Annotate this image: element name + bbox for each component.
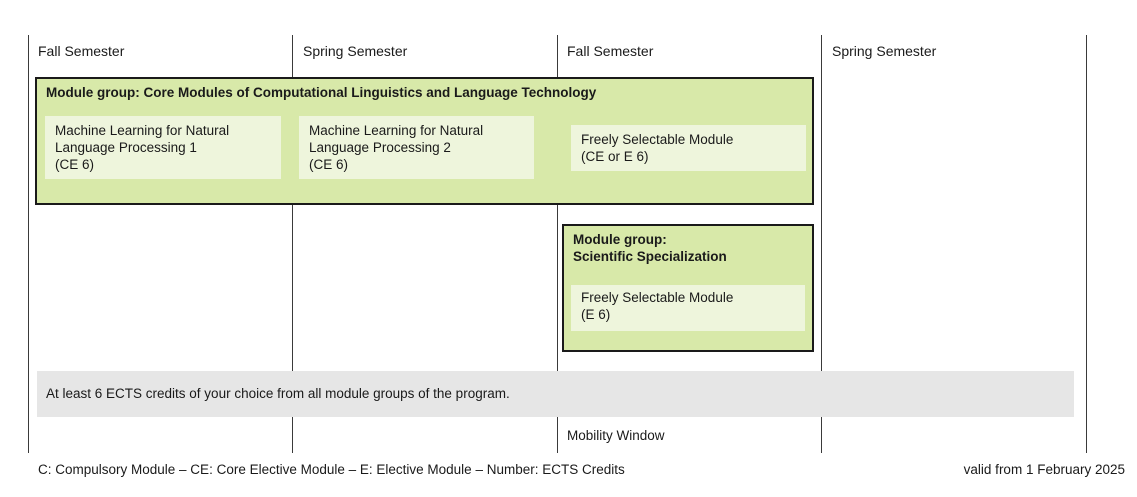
- module-ml-nlp-1: [45, 116, 281, 179]
- semester-label-4: Spring Semester: [832, 43, 937, 59]
- module-line: Language Processing 2: [309, 140, 451, 155]
- semester-label-1: Fall Semester: [38, 43, 125, 59]
- module-line: Freely Selectable Module: [581, 290, 734, 305]
- group-title-line: Module group:: [573, 232, 667, 247]
- core-module-group: [35, 77, 814, 205]
- specialization-group-title: [573, 231, 727, 265]
- module-line: Machine Learning for Natural: [55, 123, 230, 138]
- module-credits: (CE or E 6): [581, 149, 649, 164]
- semester-label-3: Fall Semester: [567, 43, 654, 59]
- module-freely-selectable-core: [571, 125, 806, 171]
- module-credits: (CE 6): [55, 157, 95, 172]
- module-line: Machine Learning for Natural: [309, 123, 484, 138]
- module-credits: (E 6): [581, 307, 611, 322]
- free-choice-note: At least 6 ECTS credits of your choice from all module groups of the program.: [37, 371, 1074, 417]
- mobility-window-label: Mobility Window: [567, 428, 665, 443]
- legend: C: Compulsory Module – CE: Core Elective Module – E: Elective Module – Number: ECTS Credits: [38, 462, 625, 477]
- module-freely-selectable-specialization: [571, 285, 805, 331]
- core-group-title: Module group: Core Modules of Computational Linguistics and Language Technology: [46, 85, 597, 100]
- semester-label-2: Spring Semester: [303, 43, 408, 59]
- valid-from-note: valid from 1 February 2025: [963, 462, 1125, 477]
- module-ml-nlp-2: [299, 116, 534, 179]
- column-divider-1: [28, 35, 29, 453]
- module-credits: (CE 6): [309, 157, 349, 172]
- module-line: Freely Selectable Module: [581, 132, 734, 147]
- column-divider-5: [1086, 35, 1087, 453]
- module-line: Language Processing 1: [55, 140, 197, 155]
- specialization-module-group: [562, 224, 814, 352]
- group-title-line: Scientific Specialization: [573, 249, 727, 264]
